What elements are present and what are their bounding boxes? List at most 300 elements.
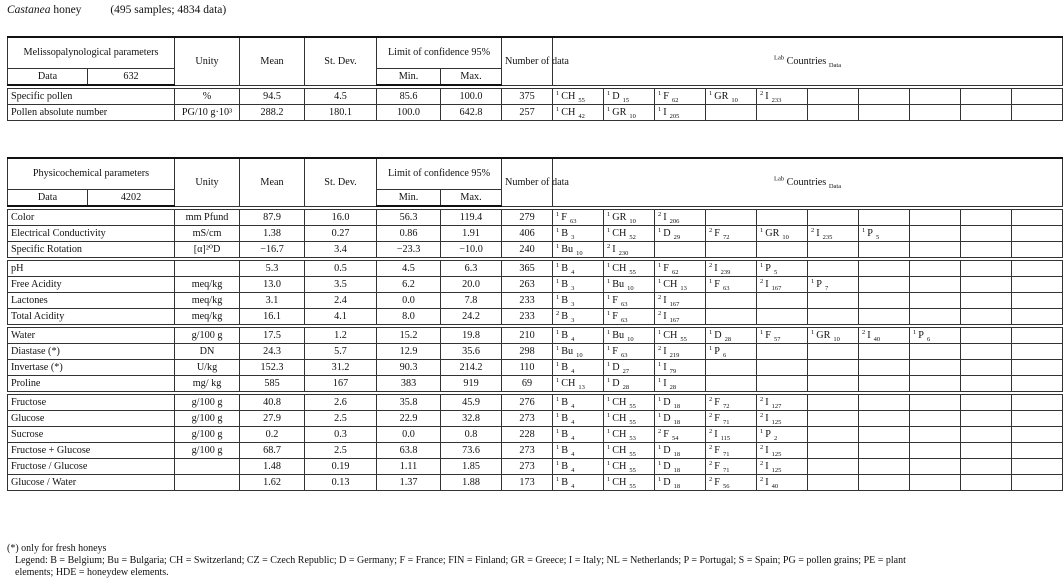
max-value: 35.6: [441, 344, 502, 360]
stdev-value: 2.5: [305, 443, 377, 459]
table-row: [8, 443, 1063, 459]
lab-count: 1: [658, 277, 662, 285]
number-of-data-header: Number of data: [502, 37, 553, 85]
lab-count: 1: [556, 226, 560, 234]
country-cell: [604, 443, 655, 459]
table-row: [8, 328, 1063, 344]
unity-value: mg/ kg: [175, 376, 240, 392]
lab-count: 1: [607, 376, 611, 384]
country-cell: [808, 277, 859, 293]
unity-value: [175, 475, 240, 491]
country-data-count: 6: [722, 351, 727, 359]
country-data-count: 62: [671, 268, 679, 276]
country-data-count: 71: [722, 418, 730, 426]
country-cell: [706, 277, 757, 293]
country-data-count: 18: [673, 466, 681, 474]
max-value: 32.8: [441, 411, 502, 427]
max-value: 100.0: [441, 89, 502, 105]
mean-value: 1.48: [240, 459, 305, 475]
lab-count: 2: [658, 427, 662, 435]
country-data-count: 6: [926, 335, 931, 343]
max-value: 1.91: [441, 226, 502, 242]
mean-value: 288.2: [240, 105, 305, 121]
country-cell: [961, 277, 1012, 293]
table-row: [8, 242, 1063, 258]
countries-label: Countries: [786, 176, 827, 188]
mean-value: 3.1: [240, 293, 305, 309]
number-of-data: 273: [502, 459, 553, 475]
stdev-value: 2.5: [305, 411, 377, 427]
country-cell: [553, 242, 604, 258]
lab-count: 1: [556, 242, 560, 250]
country-data-count: 55: [629, 402, 636, 410]
max-value: 1.85: [441, 459, 502, 475]
country-data-count: 55: [629, 482, 636, 490]
lab-count: 2: [709, 261, 713, 269]
country-data-count: 13: [680, 284, 687, 292]
country-cell: [604, 475, 655, 491]
parameter-name: Total Acidity: [8, 309, 175, 325]
country-data-count: 55: [578, 96, 585, 104]
country-data-count: 205: [669, 112, 680, 120]
country-cell: [910, 411, 961, 427]
country-code: P: [765, 262, 771, 274]
number-of-data: 375: [502, 89, 553, 105]
mean-value: 152.3: [240, 360, 305, 376]
unity-value: meq/kg: [175, 293, 240, 309]
number-of-data: 406: [502, 226, 553, 242]
country-cell: [757, 261, 808, 277]
country-cell: [604, 242, 655, 258]
country-cell: [961, 309, 1012, 325]
country-cell: [1012, 277, 1063, 293]
country-cell: [859, 427, 910, 443]
stdev-value: 0.19: [305, 459, 377, 475]
country-data-count: 42: [578, 112, 585, 120]
country-code: GR: [714, 90, 729, 102]
country-data-count: 18: [673, 450, 681, 458]
country-cell: [808, 443, 859, 459]
country-code: CH: [663, 329, 678, 341]
physicochemical-table: [7, 157, 1063, 491]
country-cell: [655, 427, 706, 443]
country-data-count: 10: [576, 351, 583, 359]
lab-count: 1: [556, 210, 560, 218]
country-code: F: [612, 294, 618, 306]
country-cell: [706, 411, 757, 427]
country-cell: [808, 475, 859, 491]
country-cell: [757, 242, 808, 258]
country-cell: [757, 395, 808, 411]
country-cell: [757, 226, 808, 242]
country-code: D: [663, 227, 671, 239]
country-cell: [655, 210, 706, 226]
unity-value: [α]²⁰D: [175, 242, 240, 258]
country-cell: [757, 328, 808, 344]
unity-value: meq/kg: [175, 309, 240, 325]
country-code: I: [714, 428, 718, 440]
country-code: I: [765, 444, 769, 456]
country-cell: [1012, 105, 1063, 121]
country-code: B: [561, 361, 569, 373]
parameter-name: Glucose / Water: [8, 475, 175, 491]
mean-value: 68.7: [240, 443, 305, 459]
country-code: I: [612, 243, 616, 255]
lab-count: 1: [658, 360, 662, 368]
mean-value: −16.7: [240, 242, 305, 258]
mean-header: Mean: [240, 158, 305, 206]
country-cell: [553, 360, 604, 376]
min-value: 0.86: [377, 226, 441, 242]
country-code: I: [765, 476, 769, 488]
country-cell: [706, 226, 757, 242]
country-data-count: 115: [720, 434, 731, 442]
table-row: [8, 277, 1063, 293]
country-data-count: 2: [773, 434, 778, 442]
country-data-count: 62: [671, 96, 679, 104]
lab-count: 2: [760, 277, 764, 285]
country-cell: [553, 261, 604, 277]
country-cell: [706, 242, 757, 258]
lab-count: 1: [658, 459, 662, 467]
unity-value: %: [175, 89, 240, 105]
lab-count: 1: [760, 328, 764, 336]
table-row: [8, 395, 1063, 411]
lab-count: 2: [760, 459, 764, 467]
country-data-count: 10: [576, 249, 583, 257]
number-of-data-header: Number of data: [502, 158, 553, 206]
max-value: 0.8: [441, 427, 502, 443]
country-data-count: 63: [722, 284, 730, 292]
country-cell: [706, 475, 757, 491]
lab-count: 1: [607, 105, 611, 113]
unity-value: g/100 g: [175, 427, 240, 443]
country-data-count: 72: [722, 402, 730, 410]
min-value: 35.8: [377, 395, 441, 411]
country-cell: [859, 360, 910, 376]
country-code: I: [663, 211, 667, 223]
lab-count: 1: [556, 105, 560, 113]
country-cell: [961, 411, 1012, 427]
country-cell: [553, 105, 604, 121]
country-code: CH: [612, 428, 627, 440]
country-cell: [706, 459, 757, 475]
number-of-data: 273: [502, 443, 553, 459]
country-cell: [1012, 226, 1063, 242]
country-cell: [910, 277, 961, 293]
country-data-count: 4: [571, 482, 575, 490]
country-cell: [961, 210, 1012, 226]
unity-value: [175, 459, 240, 475]
lab-count: 1: [709, 277, 713, 285]
country-data-count: 3: [571, 300, 575, 308]
table-row: [8, 376, 1063, 392]
country-cell: [808, 328, 859, 344]
country-cell: [706, 210, 757, 226]
stdev-value: 16.0: [305, 210, 377, 226]
country-code: F: [714, 444, 720, 456]
country-cell: [961, 427, 1012, 443]
lab-count: 2: [658, 309, 662, 317]
lab-count: 1: [760, 427, 764, 435]
country-data-count: 7: [824, 284, 829, 292]
max-value: 119.4: [441, 210, 502, 226]
max-value: 6.3: [441, 261, 502, 277]
country-cell: [859, 328, 910, 344]
country-code: D: [663, 396, 671, 408]
number-of-data: 240: [502, 242, 553, 258]
country-code: F: [714, 278, 720, 290]
parameter-group-title: Physicochemical parameters: [8, 158, 175, 190]
country-cell: [859, 443, 910, 459]
stdev-value: 2.4: [305, 293, 377, 309]
country-cell: [808, 242, 859, 258]
parameter-name: Pollen absolute number: [8, 105, 175, 121]
country-cell: [706, 89, 757, 105]
country-cell: [910, 395, 961, 411]
min-value: −23.3: [377, 242, 441, 258]
country-cell: [808, 89, 859, 105]
country-code: P: [816, 278, 822, 290]
country-data-count: 63: [569, 217, 577, 225]
lab-count: 2: [760, 411, 764, 419]
country-code: F: [612, 310, 618, 322]
lab-count: 1: [556, 344, 560, 352]
data-subscript: Data: [828, 61, 842, 69]
country-cell: [757, 360, 808, 376]
number-of-data: 298: [502, 344, 553, 360]
parameter-name: Sucrose: [8, 427, 175, 443]
country-cell: [604, 293, 655, 309]
country-code: B: [561, 444, 569, 456]
legend-line-2: elements; HDE = honeydew elements.: [15, 567, 169, 578]
country-cell: [1012, 309, 1063, 325]
country-code: CH: [612, 412, 627, 424]
country-cell: [910, 475, 961, 491]
country-cell: [910, 226, 961, 242]
lab-countries-header: [553, 37, 1063, 85]
table-row: [8, 309, 1063, 325]
country-code: I: [765, 90, 769, 102]
country-code: D: [663, 444, 671, 456]
country-cell: [808, 376, 859, 392]
lab-count: 1: [811, 277, 815, 285]
country-cell: [1012, 427, 1063, 443]
country-cell: [859, 261, 910, 277]
country-cell: [604, 277, 655, 293]
country-data-count: 28: [669, 383, 677, 391]
max-header: Max.: [441, 69, 502, 86]
lab-count: 1: [556, 459, 560, 467]
country-cell: [553, 226, 604, 242]
country-data-count: 15: [622, 96, 630, 104]
lab-count: 1: [607, 427, 611, 435]
country-data-count: 4: [571, 335, 575, 343]
country-data-count: 4: [571, 367, 575, 375]
lab-count: 2: [709, 411, 713, 419]
country-cell: [910, 309, 961, 325]
country-cell: [859, 459, 910, 475]
country-code: D: [612, 90, 620, 102]
parameter-name: Proline: [8, 376, 175, 392]
max-value: 642.8: [441, 105, 502, 121]
lab-superscript: Lab: [773, 54, 785, 62]
lab-count: 1: [556, 293, 560, 301]
country-code: P: [918, 329, 924, 341]
country-code: F: [714, 227, 720, 239]
country-cell: [1012, 210, 1063, 226]
country-cell: [1012, 293, 1063, 309]
country-cell: [655, 376, 706, 392]
country-cell: [1012, 443, 1063, 459]
unity-value: mS/cm: [175, 226, 240, 242]
min-value: 8.0: [377, 309, 441, 325]
country-code: GR: [612, 211, 627, 223]
country-cell: [553, 475, 604, 491]
country-cell: [553, 427, 604, 443]
country-cell: [910, 459, 961, 475]
country-cell: [808, 261, 859, 277]
country-code: Bu: [612, 329, 625, 341]
fresh-honey-note: (*) only for fresh honeys: [7, 543, 107, 554]
table-row: [8, 411, 1063, 427]
unity-value: g/100 g: [175, 443, 240, 459]
country-code: GR: [816, 329, 831, 341]
lab-count: 1: [607, 411, 611, 419]
unity-value: meq/kg: [175, 277, 240, 293]
lab-count: 2: [658, 344, 662, 352]
table-row: [8, 89, 1063, 105]
country-data-count: 3: [571, 284, 575, 292]
min-value: 22.9: [377, 411, 441, 427]
min-value: 1.37: [377, 475, 441, 491]
country-code: Bu: [612, 278, 625, 290]
country-cell: [604, 427, 655, 443]
country-code: CH: [561, 106, 576, 118]
lab-count: 1: [607, 459, 611, 467]
lab-count: 1: [607, 210, 611, 218]
table-row: [8, 360, 1063, 376]
parameter-name: Water: [8, 328, 175, 344]
country-cell: [961, 443, 1012, 459]
country-cell: [655, 475, 706, 491]
max-value: −10.0: [441, 242, 502, 258]
country-cell: [910, 360, 961, 376]
country-data-count: 4: [571, 450, 575, 458]
country-cell: [961, 105, 1012, 121]
lab-count: 1: [709, 89, 713, 97]
data-count: 4202: [88, 190, 175, 207]
max-header: Max.: [441, 190, 502, 207]
country-cell: [808, 293, 859, 309]
mean-value: 0.2: [240, 427, 305, 443]
country-data-count: 10: [731, 96, 738, 104]
min-value: 0.0: [377, 293, 441, 309]
country-cell: [910, 210, 961, 226]
country-cell: [655, 105, 706, 121]
country-code: B: [561, 412, 569, 424]
country-data-count: 5: [773, 268, 778, 276]
country-cell: [706, 376, 757, 392]
country-cell: [655, 395, 706, 411]
lab-count: 1: [658, 261, 662, 269]
unity-value: DN: [175, 344, 240, 360]
min-value: 12.9: [377, 344, 441, 360]
country-cell: [757, 475, 808, 491]
country-data-count: 18: [673, 402, 681, 410]
country-cell: [604, 344, 655, 360]
unity-value: g/100 g: [175, 328, 240, 344]
country-code: GR: [612, 106, 627, 118]
country-code: D: [663, 412, 671, 424]
country-cell: [757, 309, 808, 325]
country-cell: [961, 395, 1012, 411]
country-code: Bu: [561, 243, 574, 255]
stdev-value: 3.5: [305, 277, 377, 293]
country-cell: [910, 344, 961, 360]
country-cell: [757, 411, 808, 427]
country-code: D: [612, 377, 620, 389]
country-cell: [910, 261, 961, 277]
country-data-count: 230: [618, 249, 629, 257]
country-data-count: 167: [771, 284, 782, 292]
country-data-count: 4: [571, 434, 575, 442]
country-code: CH: [612, 227, 627, 239]
page-header: [7, 4, 226, 16]
country-cell: [655, 277, 706, 293]
country-data-count: 233: [771, 96, 782, 104]
country-data-count: 5: [875, 233, 880, 241]
lab-count: 1: [556, 443, 560, 451]
country-cell: [604, 411, 655, 427]
country-data-count: 28: [724, 335, 732, 343]
country-cell: [859, 293, 910, 309]
country-cell: [859, 105, 910, 121]
mean-value: 24.3: [240, 344, 305, 360]
lab-count: 1: [607, 344, 611, 352]
lab-count: 2: [760, 395, 764, 403]
country-code: I: [816, 227, 820, 239]
country-data-count: 3: [571, 316, 575, 324]
table-row: [8, 226, 1063, 242]
number-of-data: 110: [502, 360, 553, 376]
min-value: 0.0: [377, 427, 441, 443]
country-data-count: 4: [571, 418, 575, 426]
country-cell: [961, 360, 1012, 376]
country-data-count: 63: [620, 300, 628, 308]
parameter-name: Fructose: [8, 395, 175, 411]
country-cell: [859, 411, 910, 427]
country-data-count: 3: [571, 233, 575, 241]
country-cell: [604, 309, 655, 325]
number-of-data: 228: [502, 427, 553, 443]
country-cell: [1012, 475, 1063, 491]
country-cell: [1012, 395, 1063, 411]
country-data-count: 18: [673, 482, 681, 490]
min-value: 85.6: [377, 89, 441, 105]
stdev-value: 4.5: [305, 89, 377, 105]
country-data-count: 4: [571, 402, 575, 410]
country-code: I: [663, 377, 667, 389]
country-cell: [1012, 344, 1063, 360]
country-cell: [706, 261, 757, 277]
min-header: Min.: [377, 69, 441, 86]
country-cell: [655, 459, 706, 475]
max-value: 7.8: [441, 293, 502, 309]
country-code: I: [663, 106, 667, 118]
country-data-count: 72: [722, 233, 730, 241]
mean-value: 40.8: [240, 395, 305, 411]
